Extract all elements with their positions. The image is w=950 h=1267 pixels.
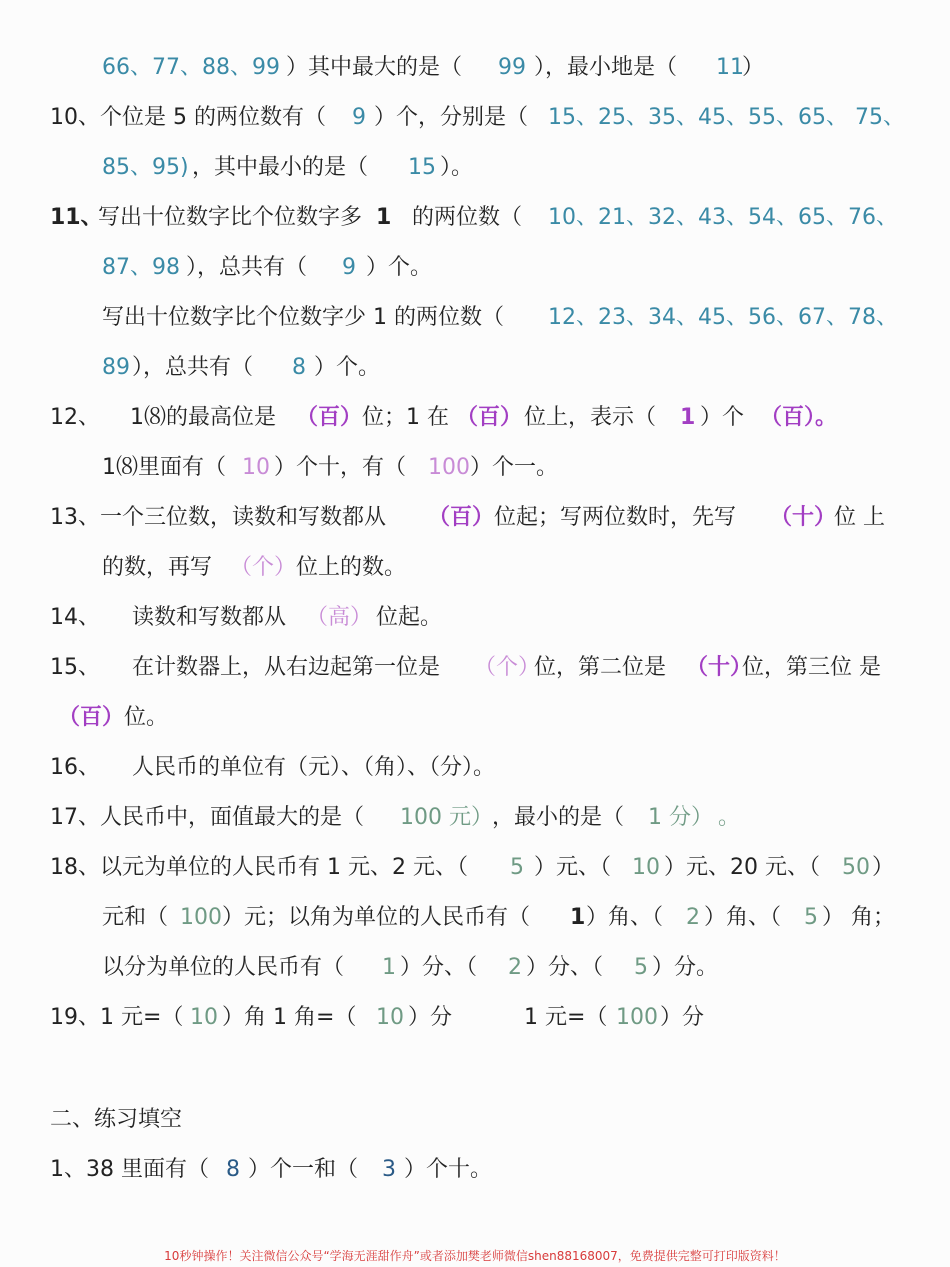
question-text: ）元、（ [534, 855, 612, 880]
question-text: ）个一和（ [248, 1157, 359, 1182]
question-18 [0, 848, 950, 888]
answer: 85、95) [102, 155, 189, 180]
question-11-part-2 [0, 298, 950, 338]
question-text: 位 上 [834, 505, 885, 530]
question-text: ）个十。 [404, 1157, 493, 1182]
answer: （十） [686, 655, 753, 680]
question-17 [0, 798, 950, 838]
answer: 15、25、35、45、55、65、 75、 [548, 105, 905, 130]
answer: 10、21、32、43、54、65、76、 [548, 205, 898, 230]
question-text: 位起。 [376, 605, 443, 630]
question-13-continued [0, 548, 950, 588]
question-text: 人民币的单位有（元）、（角）、（分）。 [132, 755, 496, 780]
question-text: 在计数器上，从右边起第一位是 [132, 655, 441, 680]
answer: 1 [382, 955, 396, 980]
question-text: ）个十，有（ [274, 455, 407, 480]
question-text: 位上的数。 [296, 555, 407, 580]
answer: （百） [58, 705, 125, 730]
answer: 87、98 [102, 255, 180, 280]
question-16 [0, 748, 950, 788]
question-text: 1 [376, 205, 392, 230]
question-text: ）元、20 元、（ [664, 855, 820, 880]
answer: 50 [842, 855, 870, 880]
answer: 10 [376, 1005, 404, 1030]
answer: 1 分） [648, 805, 713, 830]
question-10-continued [0, 148, 950, 188]
question-text: ，最小的是（ [492, 805, 625, 830]
question-text: 以分为单位的人民币有（ [102, 955, 345, 980]
question-text: ）分 [408, 1005, 453, 1030]
question-text: ） 角； [822, 905, 895, 930]
answer: 11 [716, 55, 744, 80]
answer: （百） [296, 405, 363, 430]
answer: 9 [342, 255, 356, 280]
question-text: ）分 [660, 1005, 705, 1030]
section-title: 二、练习填空 [50, 1107, 183, 1132]
question-text: 位。 [124, 705, 169, 730]
question-text: 读数和写数都从 [132, 605, 287, 630]
section-heading [0, 1100, 950, 1140]
answer: 12、23、34、45、56、67、78、 [548, 305, 898, 330]
answer: 5 [804, 905, 818, 930]
question-10 [0, 98, 950, 138]
question-text: ） [872, 855, 895, 880]
question-12-continued [0, 448, 950, 488]
question-text: 写出十位数字比个位数字多 [98, 205, 363, 230]
question-number: 14、 [50, 605, 100, 630]
question-text: ）个。 [366, 255, 433, 280]
question-11-part-2-continued [0, 348, 950, 388]
answer: 100 [616, 1005, 658, 1030]
question-11 [0, 198, 950, 238]
question-text: 元和（ [102, 905, 169, 930]
question-text: ）其中最大的是（ [286, 55, 463, 80]
answer: 2 [508, 955, 522, 980]
answer: 9 [352, 105, 366, 130]
answer: （百） [456, 405, 523, 430]
question-text: ）角 1 角=（ [222, 1005, 357, 1030]
answer: （个） [230, 555, 297, 580]
line-9-continued [0, 48, 950, 88]
answer: 8 [226, 1157, 240, 1182]
question-text: 1⑻的最高位是 [130, 405, 276, 430]
question-text: ），最小地是（ [534, 55, 678, 80]
question-text: ），总共有（ [132, 355, 254, 380]
answer: 2 [686, 905, 700, 930]
question-19 [0, 998, 950, 1038]
question-number: 16、 [50, 755, 100, 780]
question-text: ）元；以角为单位的人民币有（ [222, 905, 531, 930]
question-text: 位；1 在 [362, 405, 449, 430]
answer: 10 [190, 1005, 218, 1030]
question-text: 的数，再写 [102, 555, 213, 580]
question-number: 12、 [50, 405, 100, 430]
question-text: ）角、（ [586, 905, 664, 930]
question-text: 19、1 元=（ [50, 1005, 184, 1030]
question-text: 1⑻里面有（ [102, 455, 226, 480]
question-text: ），总共有（ [186, 255, 308, 280]
question-text: ）。 [440, 155, 474, 180]
question-text: 位上，表示（ [524, 405, 657, 430]
question-text: ）个 [700, 405, 745, 430]
question-15 [0, 648, 950, 688]
answer: 5 [634, 955, 648, 980]
promo-footer: 10秒钟操作！关注微信公众号“学海无涯甜作舟”或者添加樊老师微信shen88168007，免费提供完整可打印版资料！ [164, 1249, 786, 1263]
question-text: ）角、（ [704, 905, 782, 930]
answer: 10 [632, 855, 660, 880]
question-text: 位，第二位是 [534, 655, 667, 680]
question-15-continued [0, 698, 950, 738]
question-text: 1、38 里面有（ [50, 1157, 209, 1182]
answer: 100 元） [400, 805, 493, 830]
answer: 100 [428, 455, 470, 480]
answer: 5 [510, 855, 524, 880]
question-text: ）分。 [652, 955, 719, 980]
question-18-continued [0, 898, 950, 938]
answer: （百）。 [760, 405, 838, 430]
answer: 3 [382, 1157, 396, 1182]
answer: 8 [292, 355, 306, 380]
question-text: 10、个位是 5 的两位数有（ [50, 105, 326, 130]
answer: （百） [428, 505, 495, 530]
question-13 [0, 498, 950, 538]
answer: 15 [408, 155, 436, 180]
question-11-continued [0, 248, 950, 288]
question-text: 位起；写两位数时，先写 [494, 505, 737, 530]
answer: 1 [570, 905, 586, 930]
question-text: ）分、（ [400, 955, 478, 980]
answer: 10 [242, 455, 270, 480]
answer: （十） [770, 505, 837, 530]
question-number: 11、 [50, 205, 103, 230]
question-text: 位，第三位 是 [742, 655, 881, 680]
question-text: 13、一个三位数，读数和写数都从 [50, 505, 386, 530]
question-number: 15、 [50, 655, 100, 680]
answer: 66、77、88、99 [102, 55, 280, 80]
question-text: ） [742, 55, 765, 80]
question-text: ）个，分别是（ [374, 105, 529, 130]
answer: 100 [180, 905, 222, 930]
exercise-1 [0, 1150, 950, 1190]
question-text: 1 元=（ [524, 1005, 608, 1030]
answer: 1 [680, 405, 696, 430]
punctuation: 。 [718, 805, 741, 830]
question-text: 17、人民币中，面值最大的是（ [50, 805, 364, 830]
question-text: 写出十位数字比个位数字少 1 的两位数（ [102, 305, 504, 330]
question-text: ）分、（ [526, 955, 604, 980]
question-text: ，其中最小的是（ [192, 155, 369, 180]
question-12 [0, 398, 950, 438]
answer: （高） [306, 605, 373, 630]
question-18-part-2 [0, 948, 950, 988]
answer: 99 [498, 55, 526, 80]
question-text: 的两位数（ [412, 205, 523, 230]
question-text: ）个。 [314, 355, 381, 380]
question-text: 18、以元为单位的人民币有 1 元、2 元、（ [50, 855, 468, 880]
question-text: ）个一。 [470, 455, 559, 480]
answer: （个） [474, 655, 541, 680]
question-14 [0, 598, 950, 638]
answer: 89 [102, 355, 130, 380]
